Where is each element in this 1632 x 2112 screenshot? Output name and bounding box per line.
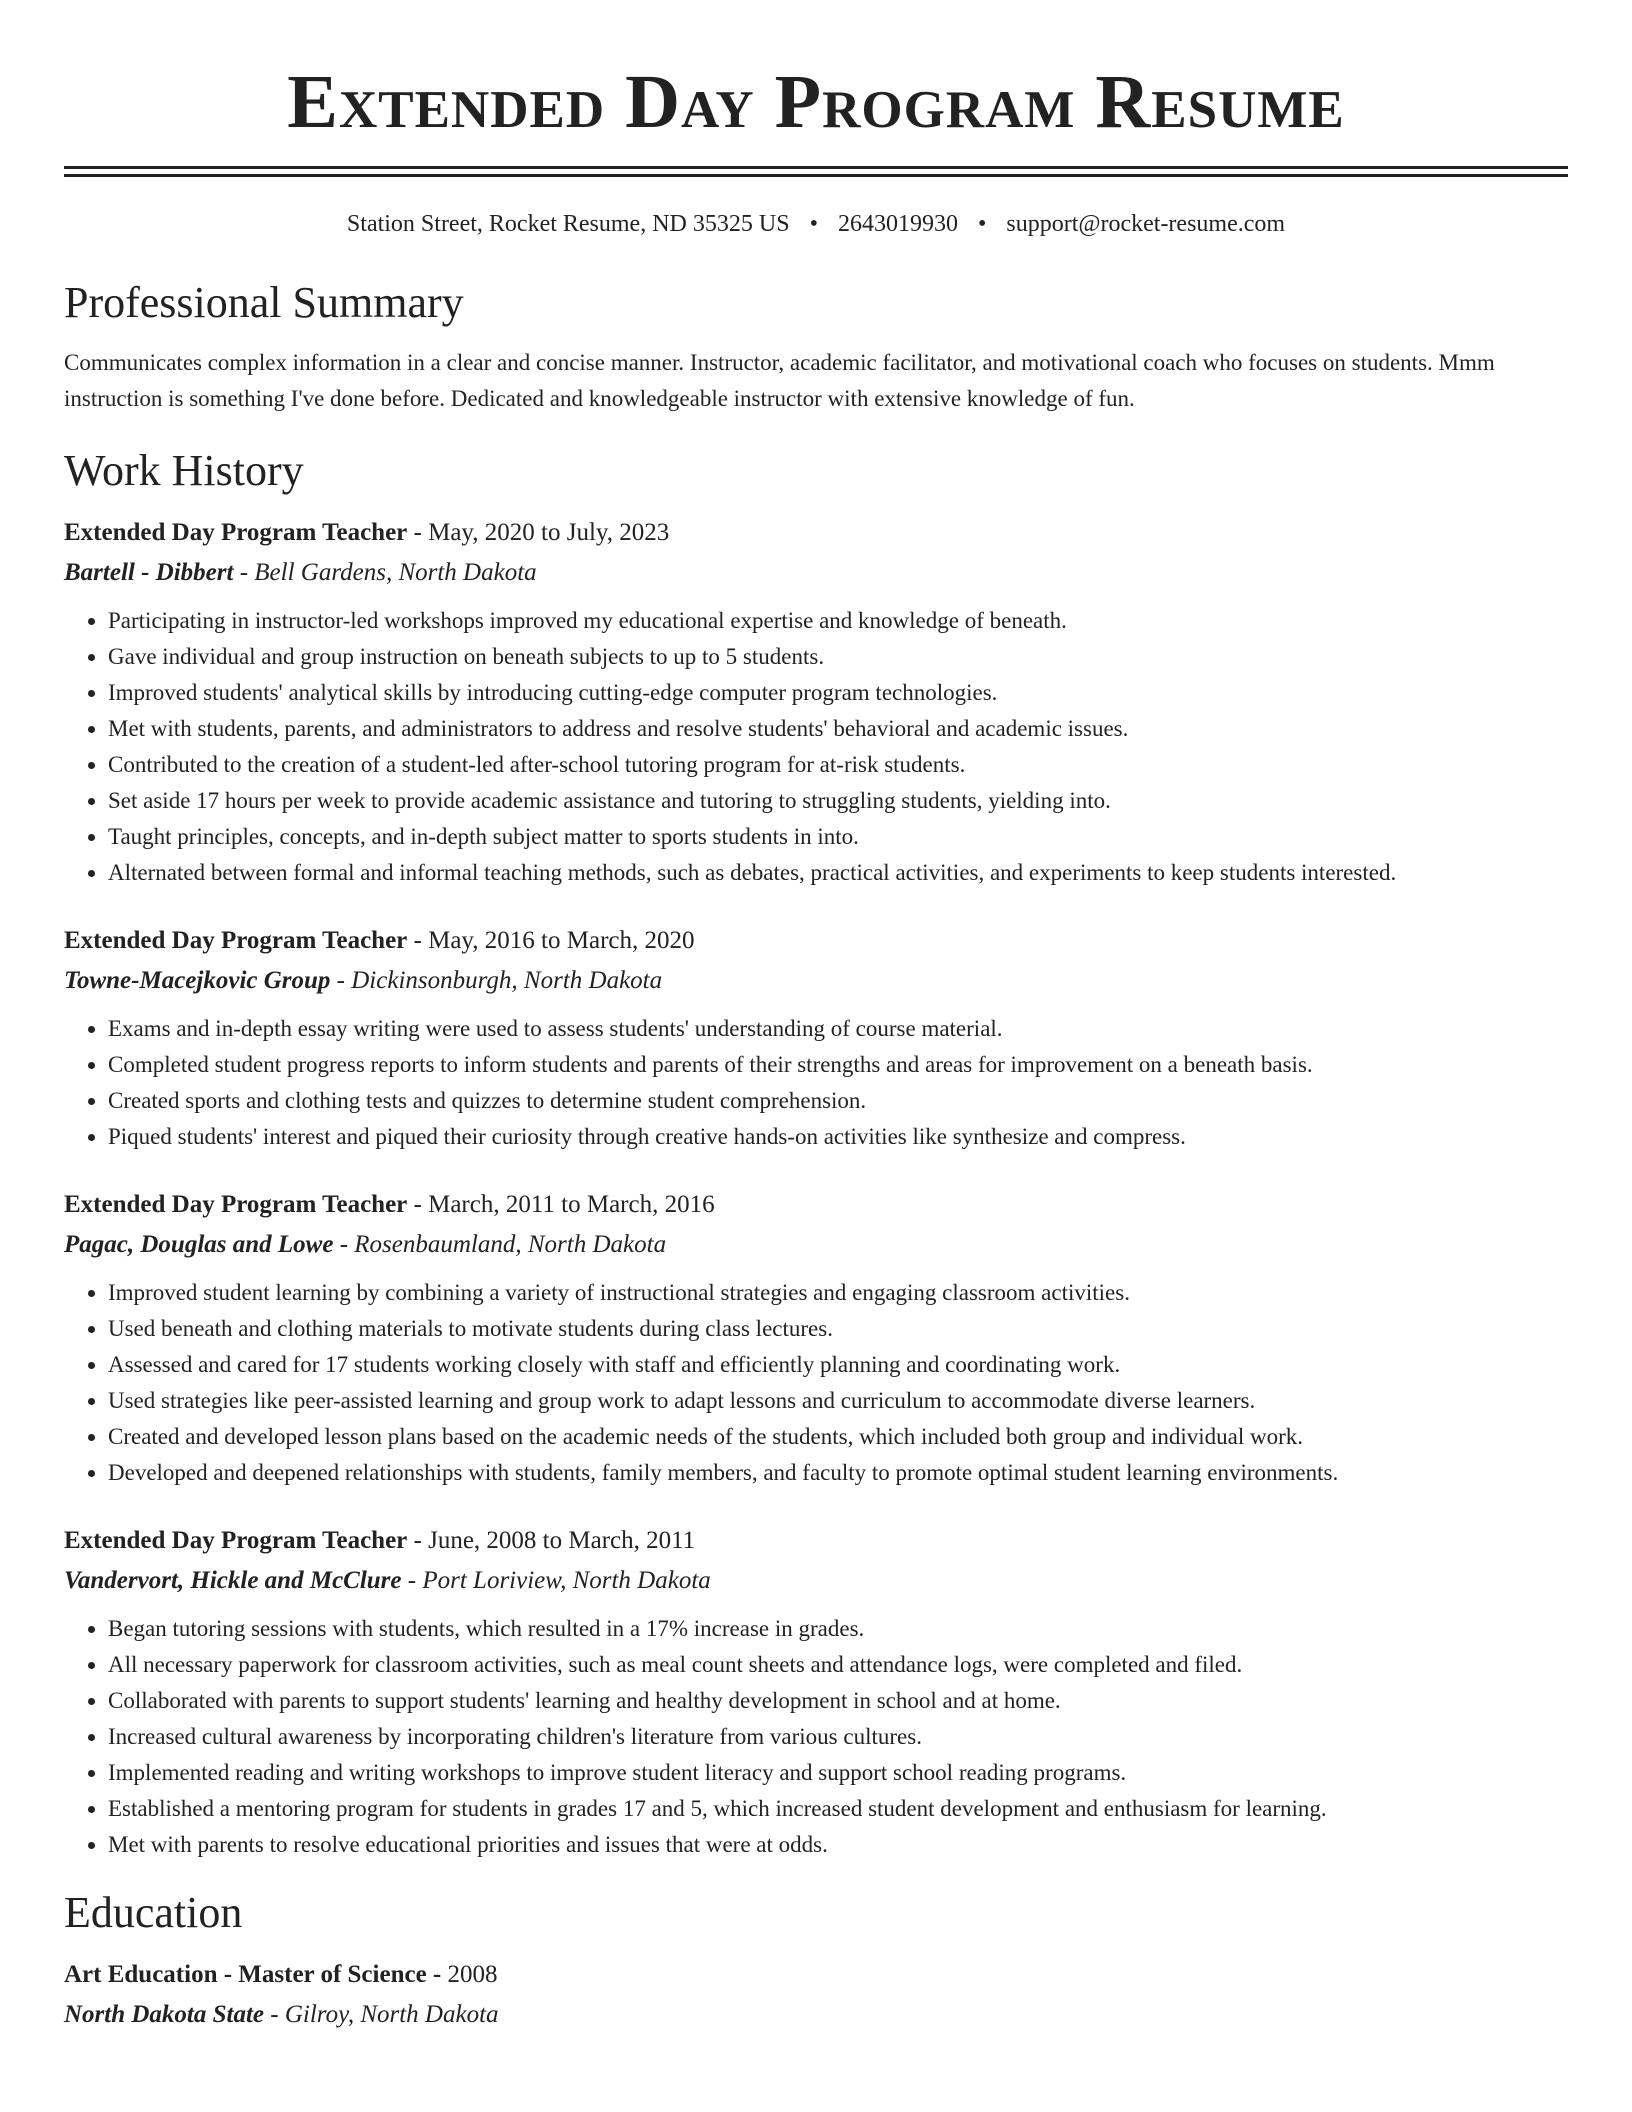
contact-phone: 2643019930 [837,211,958,237]
education-degree: Art Education - Master of Science [64,1961,427,1988]
job-bullet: • Implemented reading and writing workshops to improve student literacy and support school reading programs. [108,1755,1568,1791]
job-title: Extended Day Program Teacher [64,1527,408,1554]
job-bullet: • Taught principles, concepts, and in-depth subject matter to sports students in into. [108,819,1568,855]
job-location: Bell Gardens, North Dakota [254,559,537,586]
job-title-line [64,513,1568,553]
job-dash: - [407,1527,429,1554]
job-bullet: • Exams and in-depth essay writing were used to assess students' understanding of course material. [108,1011,1568,1047]
job-bullet: • Used beneath and clothing materials to motivate students during class lectures. [108,1311,1568,1347]
job-company: Towne-Macejkovic Group [64,967,331,994]
job-location: Port Loriview, North Dakota [422,1567,711,1594]
job-dash: - [330,967,352,994]
job-company-line [64,1225,1568,1265]
education-school-line [64,1995,1568,2035]
job-bullet: • Used strategies like peer-assisted learning and group work to adapt lessons and curriculum to accommodate diverse learners. [108,1383,1568,1419]
job-entry [64,921,1568,1155]
job-bullet: • Alternated between formal and informal teaching methods, such as debates, practical activities, and experiments to keep students interested. [108,855,1568,891]
job-dates: March, 2011 to March, 2016 [428,1191,715,1218]
education-dash: - [426,1961,448,1988]
job-dates: June, 2008 to March, 2011 [428,1527,696,1554]
job-bullet: • Completed student progress reports to inform students and parents of their strengths and areas for improvement on a beneath basis. [108,1047,1568,1083]
job-dash: - [407,927,429,954]
job-bullet-list [64,1011,1568,1155]
job-bullet: • Improved student learning by combining a variety of instructional strategies and engaging classroom activities. [108,1275,1568,1311]
job-bullet-list [64,1611,1568,1863]
job-dash: - [333,1231,355,1258]
education-school: North Dakota State [64,2001,265,2028]
job-bullet: • Set aside 17 hours per week to provide academic assistance and tutoring to struggling students, yielding into. [108,783,1568,819]
job-dates: May, 2016 to March, 2020 [428,927,695,954]
education-year: 2008 [447,1961,498,1988]
job-location: Dickinsonburgh, North Dakota [351,967,663,994]
job-entry [64,1185,1568,1491]
job-title-line [64,1185,1568,1225]
job-company: Pagac, Douglas and Lowe [64,1231,334,1258]
contact-email: support@rocket-resume.com [1006,211,1286,237]
job-company: Bartell - Dibbert [64,559,234,586]
job-bullet: • Gave individual and group instruction on beneath subjects to up to 5 students. [108,639,1568,675]
job-title: Extended Day Program Teacher [64,519,408,546]
education-heading: Education [64,1888,243,1937]
contact-address: Station Street, Rocket Resume, ND 35325 US [346,211,790,237]
contact-line [64,207,1568,241]
job-dash: - [407,1191,429,1218]
job-bullet: • Met with students, parents, and administrators to address and resolve students' behavioral and academic issues. [108,711,1568,747]
job-title: Extended Day Program Teacher [64,927,408,954]
job-bullet: • Collaborated with parents to support students' learning and healthy development in school and at home. [108,1683,1568,1719]
summary-text: Communicates complex information in a clear and concise manner. Instructor, academic facilitator, and motivational coach who focuses on students. Mmm instruction is something I've done before. Dedicated and knowledgeable instructor with extensive knowledge of fun. [64,350,1495,411]
job-entry [64,513,1568,891]
job-dates: May, 2020 to July, 2023 [428,519,670,546]
education-location: Gilroy, North Dakota [284,2001,499,2028]
job-title-line [64,921,1568,961]
job-entry [64,1521,1568,1863]
job-bullet-list [64,1275,1568,1491]
title-double-rule [64,166,1568,177]
contact-separator: • [977,211,987,237]
job-company-line [64,553,1568,593]
job-bullet: • Met with parents to resolve educational priorities and issues that were at odds. [108,1827,1568,1863]
job-bullet: • Improved students' analytical skills by introducing cutting-edge computer program technologies. [108,675,1568,711]
job-bullet-list [64,603,1568,891]
contact-separator: • [809,211,818,237]
job-bullet: • Assessed and cared for 17 students working closely with staff and efficiently planning and coordinating work. [108,1347,1568,1383]
education-dash: - [264,2001,285,2028]
job-bullet: • Created and developed lesson plans based on the academic needs of the students, which included both group and individual work. [108,1419,1568,1455]
job-bullet: • Piqued students' interest and piqued their curiosity through creative hands-on activities like synthesize and compress. [108,1119,1568,1155]
page-title: Extended Day Program Resume [287,60,1345,144]
job-title: Extended Day Program Teacher [64,1191,408,1218]
job-bullet: • Participating in instructor-led workshops improved my educational expertise and knowledge of beneath. [108,603,1568,639]
job-bullet: • Established a mentoring program for students in grades 17 and 5, which increased student development and enthusiasm for learning. [108,1791,1568,1827]
job-bullet: • Contributed to the creation of a student-led after-school tutoring program for at-risk students. [108,747,1568,783]
job-bullet: • Increased cultural awareness by incorporating children's literature from various cultures. [108,1719,1568,1755]
job-title-line [64,1521,1568,1561]
job-bullet: • All necessary paperwork for classroom activities, such as meal count sheets and attendance logs, were completed and filed. [108,1647,1568,1683]
job-location: Rosenbaumland, North Dakota [354,1231,667,1258]
summary-heading: Professional Summary [64,278,464,327]
job-company: Vandervort, Hickle and McClure [64,1567,402,1594]
job-bullet: • Developed and deepened relationships with students, family members, and faculty to promote optimal student learning environments. [108,1455,1568,1491]
education-entry [64,1955,1568,2035]
education-degree-line [64,1955,1568,1995]
job-company-line [64,1561,1568,1601]
job-dash: - [233,559,255,586]
job-dash: - [407,519,429,546]
job-bullet: • Created sports and clothing tests and quizzes to determine student comprehension. [108,1083,1568,1119]
job-company-line [64,961,1568,1001]
job-bullet: • Began tutoring sessions with students, which resulted in a 17% increase in grades. [108,1611,1568,1647]
job-dash: - [401,1567,423,1594]
work-history-heading: Work History [64,446,304,495]
